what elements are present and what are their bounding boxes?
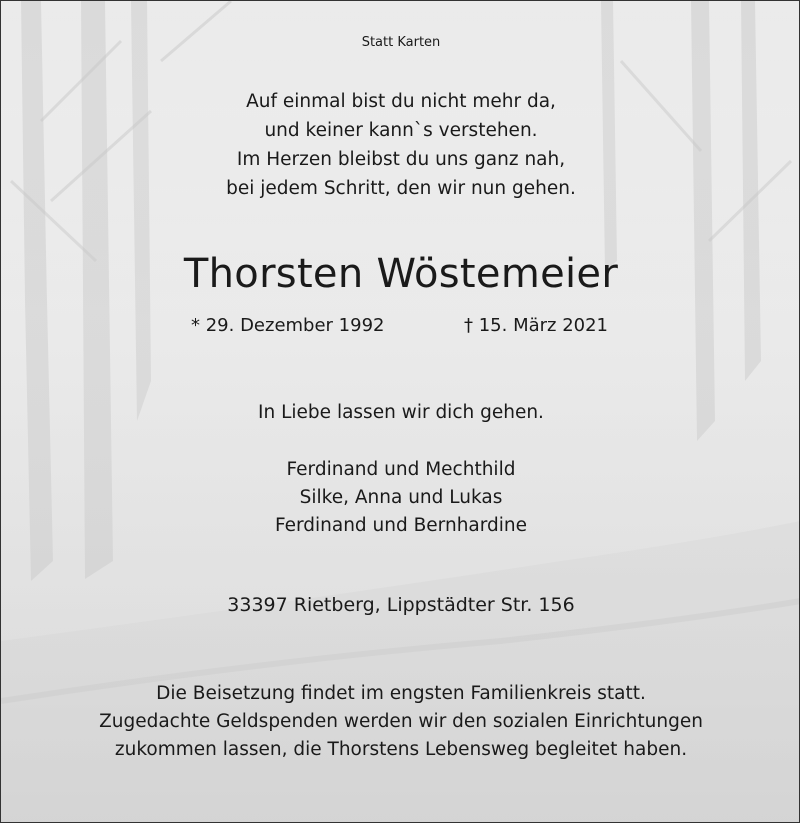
- address: 33397 Rietberg, Lippstädter Str. 156: [227, 594, 575, 616]
- mourner-line: Ferdinand und Mechthild: [286, 459, 516, 480]
- deceased-name: Thorsten Wöstemeier: [183, 251, 619, 297]
- mourners-list: [1, 456, 800, 540]
- closing-line: Die Beisetzung findet im engsten Familienkreis statt.: [156, 683, 646, 704]
- closing-line: Zugedachte Geldspenden werden wir den sozialen Einrichtungen: [99, 711, 703, 732]
- poem-line: bei jedem Schritt, den wir nun gehen.: [226, 178, 576, 199]
- header-statt-karten: Statt Karten: [361, 35, 441, 50]
- poem: [1, 87, 800, 203]
- mourner-line: Ferdinand und Bernhardine: [274, 515, 528, 536]
- poem-line: und keiner kann`s verstehen.: [264, 120, 538, 141]
- poem-line: Im Herzen bleibst du uns ganz nah,: [236, 149, 566, 170]
- poem-line: Auf einmal bist du nicht mehr da,: [246, 91, 556, 112]
- death-date: † 15. März 2021: [464, 315, 609, 336]
- closing-line: zukommen lassen, die Thorstens Lebensweg begleitet haben.: [114, 739, 688, 760]
- closing-info: [1, 680, 800, 764]
- birth-date: * 29. Dezember 1992: [191, 315, 385, 336]
- mourner-line: Silke, Anna und Lukas: [299, 487, 503, 508]
- farewell-line: In Liebe lassen wir dich gehen.: [258, 402, 544, 423]
